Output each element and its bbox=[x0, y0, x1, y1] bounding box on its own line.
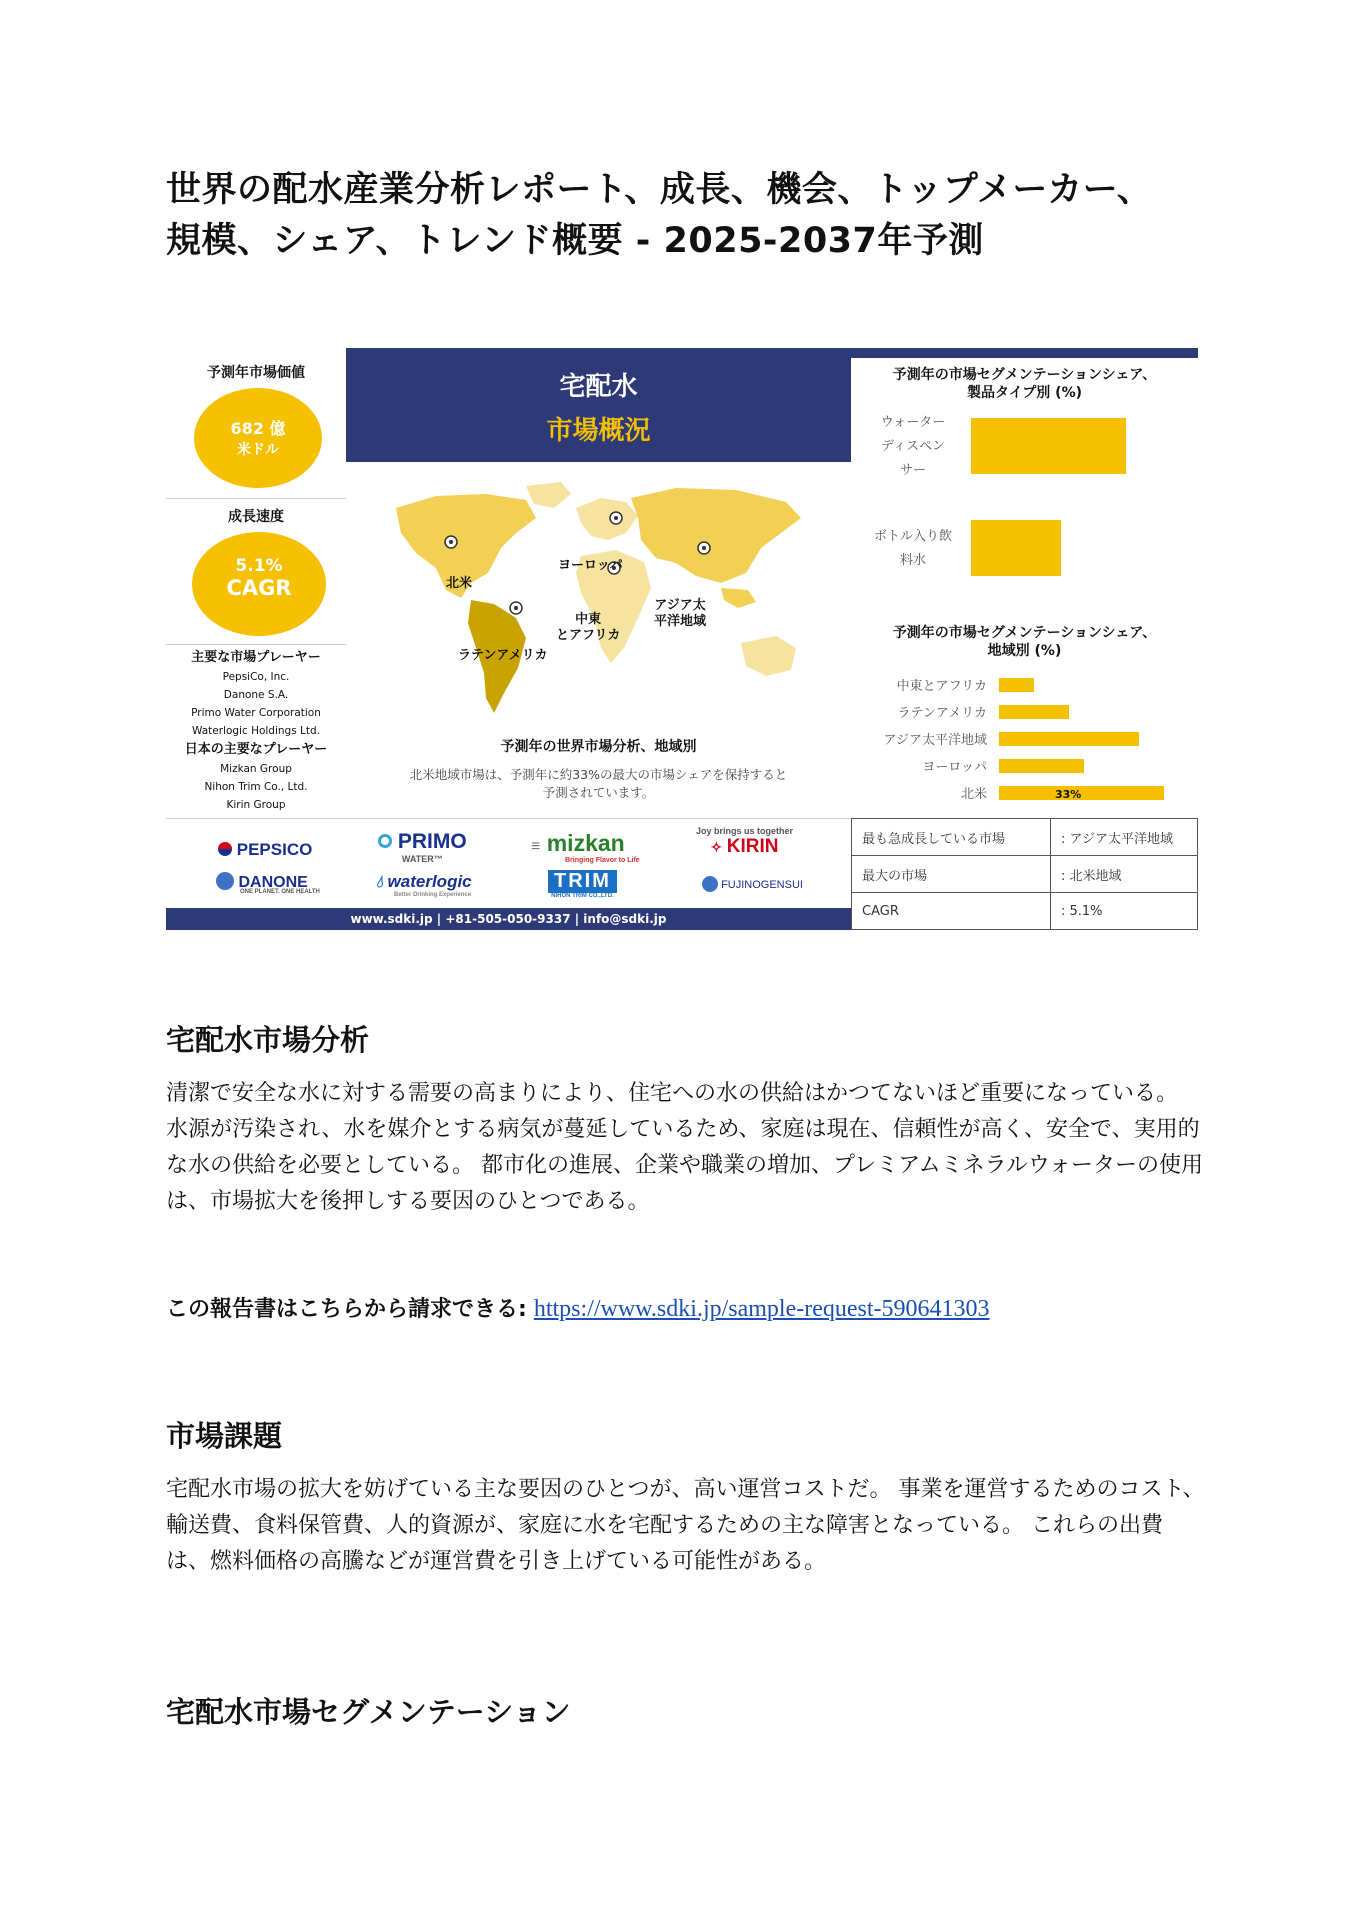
stat-value: : 北米地域 bbox=[1051, 856, 1198, 893]
japan-player: Kirin Group bbox=[226, 799, 286, 811]
growth-unit: CAGR bbox=[226, 576, 292, 600]
map-pin-north-america bbox=[445, 536, 457, 548]
title-line-2: 規模、シェア、トレンド概要 - 2025-2037年予測 bbox=[166, 221, 984, 261]
map-label-latam: ラテンアメリカ bbox=[458, 648, 548, 663]
japan-player: Nihon Trim Co., Ltd. bbox=[204, 781, 308, 793]
mizkan-mark-icon: ≡ bbox=[531, 838, 541, 855]
fujino-logo bbox=[702, 876, 803, 892]
region-chart-title: 予測年の市場セグメンテーションシェア、 地域別 (%) bbox=[892, 625, 1157, 659]
waterlogic-logo-subtext: Better Drinking Experience bbox=[394, 892, 472, 898]
market-value-circle bbox=[194, 388, 322, 488]
trim-logo-subtext: NIHON TRIM CO.,LTD. bbox=[551, 893, 614, 899]
divider bbox=[166, 644, 346, 645]
primo-logo-subtext: WATER™ bbox=[401, 854, 443, 864]
growth-value: 5.1% bbox=[235, 556, 283, 576]
region-bar bbox=[999, 786, 1164, 800]
key-player: Waterlogic Holdings Ltd. bbox=[192, 725, 320, 737]
key-player: PepsiCo, Inc. bbox=[222, 671, 290, 683]
map-desc-line-2: 予測されています。 bbox=[542, 785, 655, 800]
infographic-left-column bbox=[166, 348, 346, 818]
danone-logo-text: DANONE bbox=[238, 874, 308, 891]
analysis-paragraph: 清潔で安全な水に対する需要の高まりにより、住宅への水の供給はかつてないほど重要になっている。 水源が汚染され、水を媒介とする病気が蔓延しているため、家庭は現在、信頼性が高く、安全で、実用的な水の供給を必要としている。 都市化の進展、企業や職業の増加、プレミアムミネラルウォーターの使用は、市場拡大を後押しする要因のひとつである。 bbox=[166, 1081, 1204, 1214]
waterlogic-drop-icon: 💧︎ bbox=[376, 872, 383, 891]
primo-logo-text: PRIMO bbox=[397, 830, 467, 853]
region-category-label: ヨーロッパ bbox=[922, 760, 987, 775]
primo-logo bbox=[378, 830, 467, 864]
stat-value: : 5.1% bbox=[1051, 893, 1198, 930]
product-category-label: ウォーターディスペンサー bbox=[880, 415, 946, 478]
product-bar bbox=[971, 520, 1061, 576]
infographic-footer: www.sdki.jp | +81-505-050-9337 | info@sdki.jp bbox=[166, 908, 851, 930]
key-players-label: 主要な市場プレーヤー bbox=[191, 650, 321, 665]
challenges-paragraph: 宅配水市場の拡大を妨げている主な要因のひとつが、高い運営コストだ。 事業を運営するためのコスト、輸送費、食料保管費、人的資源が、家庭に水を宅配するための主な障害となっている。 これらの出費は、燃料価格の高騰などが運営費を引き上げている可能性がある。 bbox=[166, 1477, 1205, 1574]
kirin-logo-text: KIRIN bbox=[726, 836, 779, 857]
pepsico-logo bbox=[218, 840, 312, 860]
waterlogic-logo-text: waterlogic bbox=[387, 872, 472, 891]
region-category-label: ラテンアメリカ bbox=[897, 706, 987, 721]
table-row bbox=[852, 819, 1198, 856]
japan-player: Mizkan Group bbox=[220, 763, 292, 775]
map-desc-line-1: 北米地域市場は、予測年に約33%の最大の市場シェアを保持すると bbox=[409, 767, 788, 782]
world-map bbox=[376, 478, 816, 718]
stat-value: : アジア太平洋地域 bbox=[1051, 819, 1198, 856]
danone-logo bbox=[216, 872, 320, 895]
kirin-kirin-icon: ✧ bbox=[710, 839, 723, 855]
map-description bbox=[346, 766, 851, 802]
segmentation-heading: 宅配水市場セグメンテーション bbox=[166, 1695, 571, 1729]
overview-header bbox=[346, 348, 851, 462]
growth-circle bbox=[192, 532, 326, 636]
stat-key: 最大の市場 bbox=[852, 856, 1051, 893]
trim-logo bbox=[548, 870, 617, 899]
pepsico-globe-icon bbox=[218, 842, 232, 856]
trim-logo-text: TRIM bbox=[548, 870, 617, 893]
kirin-logo bbox=[696, 826, 793, 858]
key-players-list bbox=[166, 648, 346, 814]
map-europe bbox=[576, 498, 638, 540]
stat-key: CAGR bbox=[852, 893, 1051, 930]
market-value-unit: 米ドル bbox=[237, 442, 279, 458]
region-data-label: 33% bbox=[1055, 788, 1082, 801]
region-bar bbox=[999, 705, 1069, 719]
title-line-1: 世界の配水産業分析レポート、成長、機会、トップメーカー、 bbox=[166, 170, 1153, 210]
market-value-label: 予測年市場価値 bbox=[207, 365, 305, 381]
region-chart bbox=[851, 670, 1198, 818]
challenges-heading: 市場課題 bbox=[166, 1419, 283, 1453]
analysis-heading: 宅配水市場分析 bbox=[166, 1023, 370, 1057]
table-row bbox=[852, 893, 1198, 930]
map-label-north-america: 北米 bbox=[446, 576, 473, 591]
mizkan-logo-text: mizkan bbox=[546, 830, 625, 856]
region-bar bbox=[999, 678, 1034, 692]
kirin-tagline: Joy brings us together bbox=[696, 826, 794, 836]
page-title bbox=[166, 165, 1206, 267]
map-label-mea: 中東 とアフリカ bbox=[556, 612, 621, 643]
map-greenland bbox=[526, 482, 571, 508]
key-player: Primo Water Corporation bbox=[191, 707, 321, 719]
key-stats-table bbox=[851, 818, 1198, 930]
primo-ring-icon bbox=[378, 834, 392, 848]
map-title: 予測年の世界市場分析、地域別 bbox=[500, 739, 697, 755]
map-australia bbox=[741, 636, 796, 676]
mizkan-logo bbox=[531, 830, 640, 864]
region-bar bbox=[999, 759, 1084, 773]
overview-subtitle: 市場概況 bbox=[546, 416, 651, 446]
fujino-logo-text: FUJINOGENSUI bbox=[721, 879, 803, 891]
product-chart-title: 予測年の市場セグメンテーションシェア、 製品タイプ別 (%) bbox=[892, 367, 1157, 401]
fujino-wave-icon bbox=[702, 876, 718, 892]
region-bar bbox=[999, 732, 1139, 746]
growth-label: 成長速度 bbox=[228, 509, 284, 525]
pepsico-logo-text: PEPSICO bbox=[236, 840, 313, 859]
map-asia bbox=[631, 488, 801, 583]
map-pin-asia-pacific bbox=[698, 542, 710, 554]
overview-title: 宅配水 bbox=[559, 372, 638, 402]
waterlogic-logo bbox=[376, 872, 472, 898]
map-pin-europe bbox=[610, 512, 622, 524]
map-label-europe: ヨーロッパ bbox=[558, 558, 623, 573]
stat-key: 最も急成長している市場 bbox=[852, 819, 1051, 856]
danone-bird-icon bbox=[216, 872, 234, 890]
sample-request-line bbox=[166, 1292, 990, 1323]
map-pin-latam bbox=[510, 602, 522, 614]
region-category-label: 中東とアフリカ bbox=[896, 679, 987, 694]
mizkan-logo-subtext: Bringing Flavor to Life bbox=[565, 857, 640, 864]
japan-players-label: 日本の主要なプレーヤー bbox=[184, 742, 328, 757]
product-bar bbox=[971, 418, 1126, 474]
table-row bbox=[852, 856, 1198, 893]
company-logos bbox=[166, 818, 851, 908]
divider bbox=[166, 818, 851, 819]
product-category-label: ボトル入り飲料水 bbox=[873, 529, 953, 568]
key-player: Danone S.A. bbox=[223, 689, 289, 701]
region-category-label: 北米 bbox=[960, 787, 987, 802]
region-category-label: アジア太平洋地域 bbox=[883, 733, 987, 748]
market-infographic bbox=[166, 348, 1198, 930]
map-southeast-asia bbox=[721, 588, 756, 608]
infographic-center-column bbox=[346, 348, 851, 818]
infographic-right-column bbox=[851, 348, 1198, 818]
market-value: 682 億 bbox=[230, 419, 286, 438]
sample-request-link[interactable]: https://www.sdki.jp/sample-request-590641303 bbox=[533, 1296, 990, 1322]
danone-logo-subtext: ONE PLANET. ONE HEALTH bbox=[240, 889, 320, 895]
product-type-chart bbox=[851, 410, 1198, 580]
divider bbox=[166, 498, 346, 499]
request-label: この報告書はこちらから請求できる: bbox=[166, 1297, 527, 1322]
map-label-asia-pacific: アジア太 平洋地域 bbox=[654, 598, 707, 629]
